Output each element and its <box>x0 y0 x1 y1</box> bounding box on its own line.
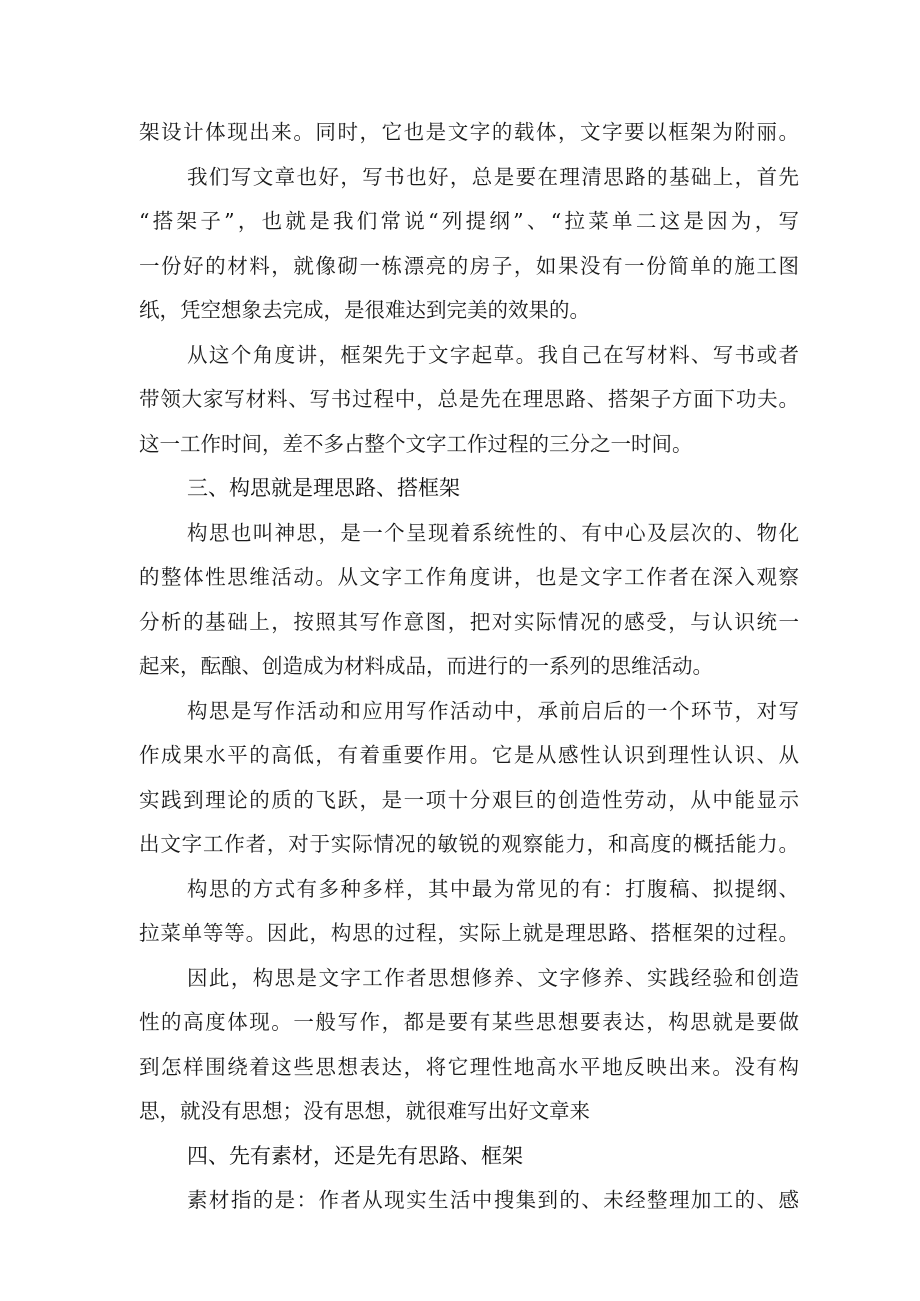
text-line: 从这个角度讲，框架先于文字起草。我自己在写材料、写书或者 <box>187 342 799 367</box>
document-page <box>139 110 799 1223</box>
text-line: 我们写文章也好，写书也好，总是要在理清思路的基础上，首先 <box>187 164 799 189</box>
text-line: 构思的方式有多种多样，其中最为常见的有：打腹稿、拟提纲、 <box>187 876 799 901</box>
text-line: 出文字工作者，对于实际情况的敏锐的观察能力，和高度的概括能力。 <box>139 832 799 856</box>
text-line: 构思也叫神思，是一个呈现着系统性的、有中心及层次的、物化 <box>187 520 799 545</box>
text-line: 到怎样围绕着这些思想表达，将它理性地高水平地反映出来。没有构 <box>139 1054 799 1079</box>
text-line: 性的高度体现。一般写作，都是要有某些思想要表达，构思就是要做 <box>139 1010 799 1034</box>
text-line: 思，就没有思想；没有思想，就很难写出好文章来 <box>139 1099 590 1123</box>
text-line: 一份好的材料，就像砌一栋漂亮的房子，如果没有一份简单的施工图 <box>139 253 799 278</box>
text-line: 因此，构思是文字工作者思想修养、文字修养、实践经验和创造 <box>187 965 799 990</box>
text-line: 架设计体现出来。同时，它也是文字的载体，文字要以框架为附丽。 <box>139 120 799 144</box>
section-heading: 四、先有素材，还是先有思路、框架 <box>187 1143 523 1168</box>
text-line: 分析的基础上，按照其写作意图，把对实际情况的感受，与认识统一 <box>139 609 799 634</box>
text-line: 拉菜单等等。因此，构思的过程，实际上就是理思路、搭框架的过程。 <box>139 921 799 945</box>
text-line: 实践到理论的质的飞跃，是一项十分艰巨的创造性劳动，从中能显示 <box>139 787 799 812</box>
text-line: 的整体性思维活动。从文字工作角度讲，也是文字工作者在深入观察 <box>139 565 799 589</box>
text-line: 构思是写作活动和应用写作活动中，承前启后的一个环节，对写 <box>187 698 799 723</box>
text-line: 起来，酝酿、创造成为材料成品，而进行的一系列的思维活动。 <box>139 654 713 678</box>
text-line: 作成果水平的高低，有着重要作用。它是从感性认识到理性认识、从 <box>139 743 799 767</box>
text-line: 纸，凭空想象去完成，是很难达到完美的效果的。 <box>139 298 590 322</box>
section-heading: 三、构思就是理思路、搭框架 <box>187 476 460 500</box>
text-line: 这一工作时间，差不多占整个文字工作过程的三分之一时间。 <box>139 431 693 456</box>
text-line: 带领大家写材料、写书过程中，总是先在理思路、搭架子方面下功夫。 <box>139 387 799 411</box>
text-line: “搭架子”，也就是我们常说“列提纲”、“拉菜单二这是因为，写 <box>139 209 799 233</box>
text-line: 素材指的是：作者从现实生活中搜集到的、未经整理加工的、感 <box>187 1188 799 1212</box>
